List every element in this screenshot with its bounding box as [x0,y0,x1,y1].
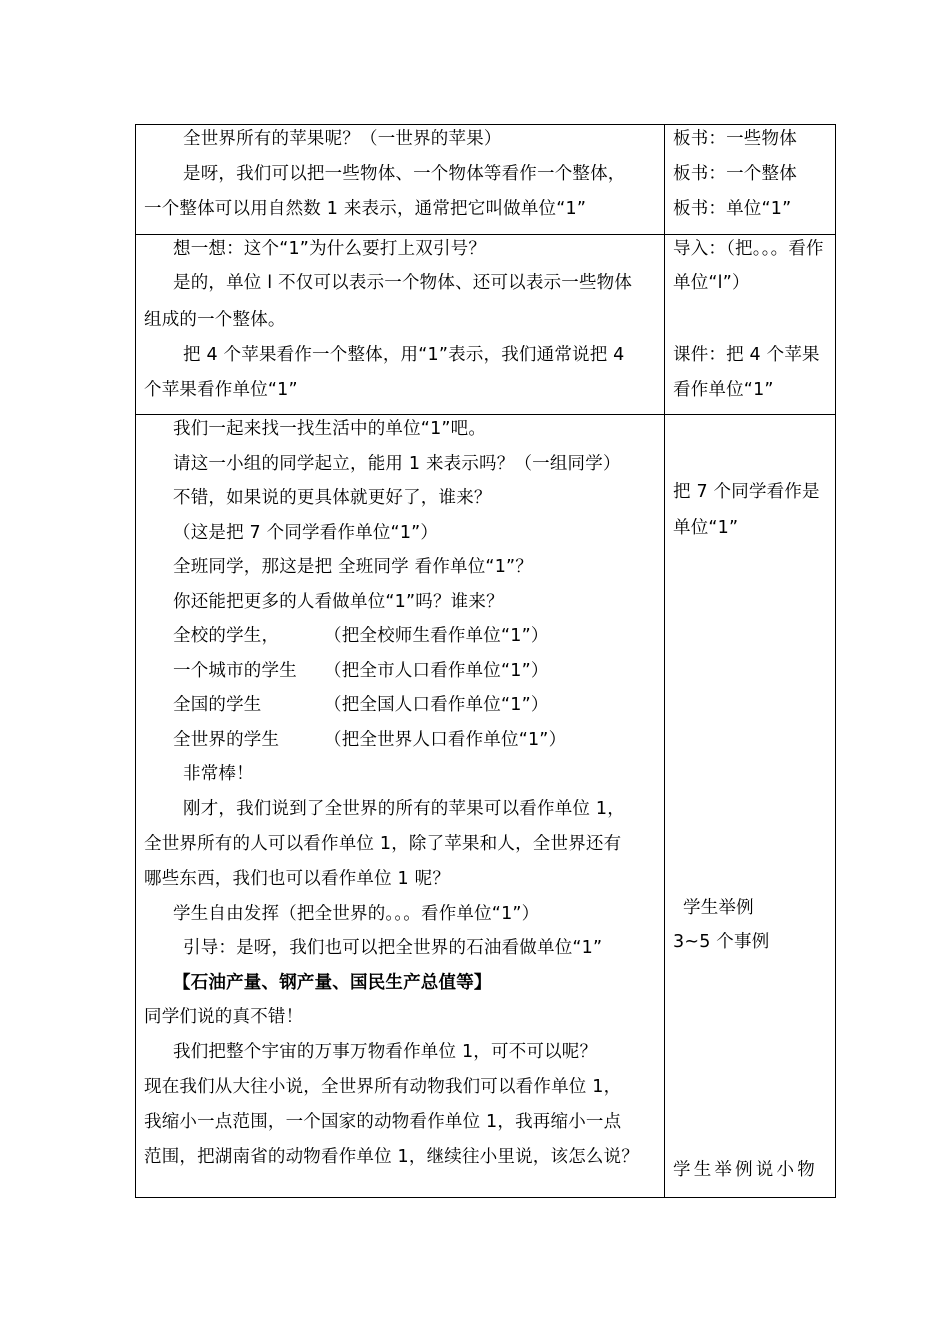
text-line: 全世界所有的苹果呢？（一世界的苹果） [183,129,502,149]
text-line: （这是把 7 个同学看作单位“1”） [173,523,439,543]
remark-line: 板书：单位“1” [673,199,792,219]
text-line: 【石油产量、钢产量、国民生产总值等】 [173,973,492,993]
remark-line: 单位“l”） [673,273,750,293]
text-line: 把 4 个苹果看作一个整体，用“1”表示，我们通常说把 4 [183,345,625,365]
text-line: （把全世界人口看作单位“1”） [324,730,567,750]
text-line: 刚才，我们说到了全世界的所有的苹果可以看作单位 1， [183,799,625,819]
remark-line: 板书：一个整体 [673,164,797,184]
text-line: 同学们说的真不错！ [144,1007,304,1027]
remarks-cell [665,415,836,1198]
text-line: 我们一起来找一找生活中的单位“1”吧。 [173,419,487,439]
text-line: 我缩小一点范围，一个国家的动物看作单位 1，我再缩小一点 [144,1112,622,1132]
text-line: 想一想：这个“1”为什么要打上双引号？ [173,239,487,259]
text-line: 哪些东西，我们也可以看作单位 1 呢？ [144,869,451,889]
text-line: 一个城市的学生 [173,661,297,681]
remark-line: 把 7 个同学看作是 [673,482,820,502]
remark-line: 板书：一些物体 [673,129,797,149]
teaching-process-cell [136,235,665,415]
text-line: 全校的学生， [173,626,280,646]
text-line: 你还能把更多的人看做单位“1”吗？谁来？ [173,592,504,612]
text-line: 现在我们从大往小说，全世界所有动物我们可以看作单位 1， [144,1077,622,1097]
text-line: 个苹果看作单位“1” [144,380,298,400]
text-line: 我们把整个宇宙的万事万物看作单位 1，可不可以呢？ [173,1042,598,1062]
text-line: 引导：是呀，我们也可以把全世界的石油看做单位“1” [183,938,603,958]
remark-line: 导入：（把。。。看作 [673,239,824,259]
text-line: 全国的学生 [173,695,262,715]
teaching-process-cell [136,415,665,1198]
text-line: 一个整体可以用自然数 1 来表示，通常把它叫做单位“1” [144,199,587,219]
text-line: 请这一小组的同学起立，能用 1 来表示吗？（一组同学） [173,454,621,474]
text-line: 是的，单位 l 不仅可以表示一个物体、还可以表示一些物体 [173,273,633,293]
remark-line: 看作单位“1” [673,380,774,400]
text-line: 非常棒！ [183,764,254,784]
text-line: 全世界所有的人可以看作单位 1，除了苹果和人，全世界还有 [144,834,622,854]
text-line: 全世界的学生 [173,730,280,750]
remarks-cell [665,235,836,415]
text-line: 全班同学，那这是把 全班同学 看作单位“1”？ [173,557,533,577]
remarks-cell [665,125,836,235]
text-line: 是呀，我们可以把一些物体、一个物体等看作一个整体， [183,164,626,184]
text-line: 不错，如果说的更具体就更好了，谁来？ [173,488,492,508]
remark-line: 单位“1” [673,518,739,538]
text-line: （把全校师生看作单位“1”） [324,626,549,646]
remark-line: 学生举例说小物 [673,1160,818,1180]
text-line: 范围，把湖南省的动物看作单位 1，继续往小里说，该怎么说？ [144,1147,639,1167]
text-line: （把全国人口看作单位“1”） [324,695,549,715]
table-row [136,415,836,1198]
remark-line: 学生举例 [683,898,754,918]
teaching-process-cell [136,125,665,235]
remark-line: 3~5 个事例 [673,932,770,952]
text-line: 组成的一个整体。 [144,310,286,330]
lesson-table [135,124,836,1198]
table-row [136,235,836,415]
text-line: （把全市人口看作单位“1”） [324,661,549,681]
text-line: 学生自由发挥（把全世界的。。。看作单位“1”） [173,904,540,924]
remark-line: 课件：把 4 个苹果 [673,345,820,365]
table-row [136,125,836,235]
